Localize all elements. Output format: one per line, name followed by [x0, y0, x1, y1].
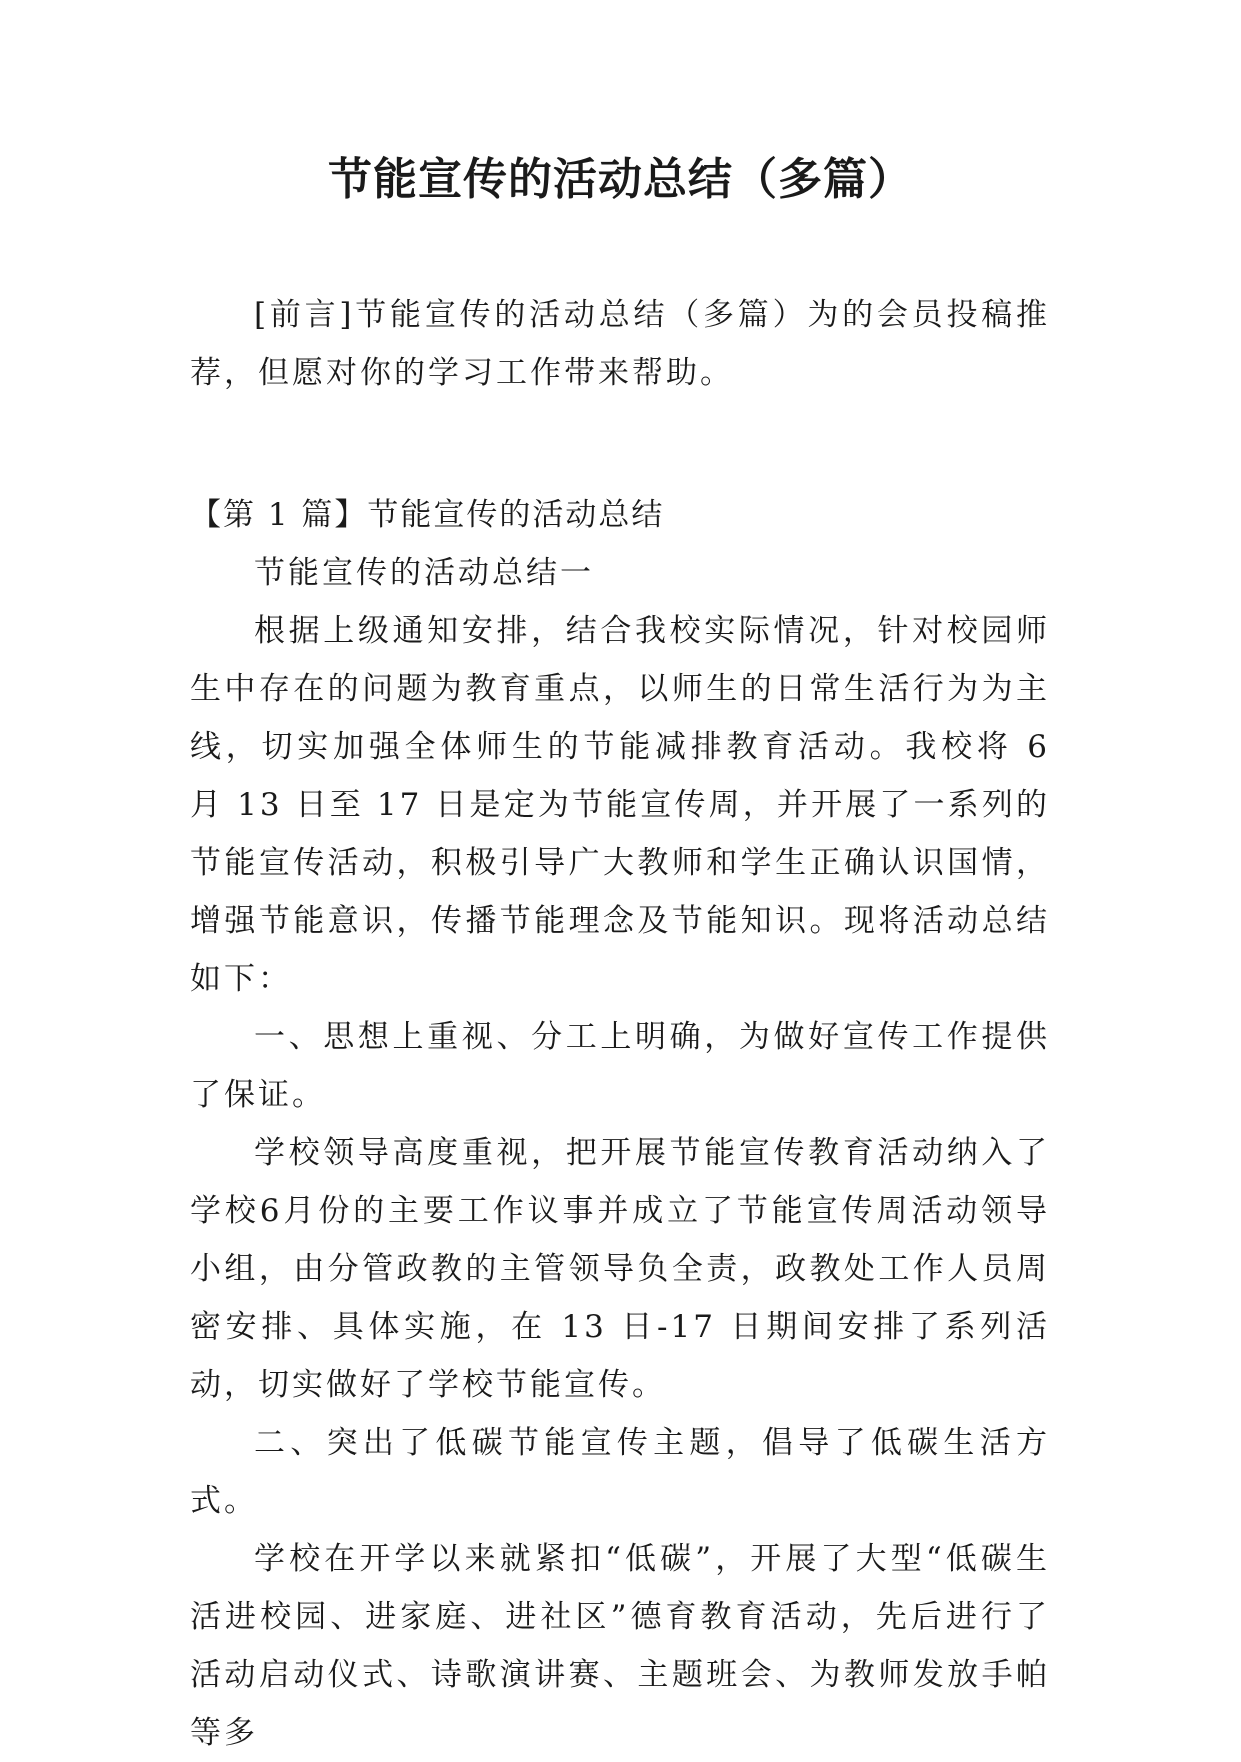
body-paragraph: 根据上级通知安排，结合我校实际情况，针对校园师生中存在的问题为教育重点，以师生的日常生活行为为主线，切实加强全体师生的节能减排教育活动。我校将 6 月 13 日至 17 日是定为节能宣传周，并开展了一系列的节能宣传活动，积极引导广大教师和学生正确认识国情，增强节能意识，传播节能理念及节能知识。现将活动总结如下：: [190, 613, 1050, 997]
body-paragraph: 学校领导高度重视，把开展节能宣传教育活动纳入了学校6月份的主要工作议事并成立了节能宣传周活动领导小组，由分管政教的主管领导负全责，政教处工作人员周密安排、具体实施，在 13 日-17 日期间安排了系列活动，切实做好了学校节能宣传。: [190, 1135, 1050, 1403]
point-heading: 二、突出了低碳节能宣传主题，倡导了低碳生活方式。: [190, 1425, 1050, 1519]
preface-paragraph: [前言]节能宣传的活动总结（多篇）为的会员投稿推荐，但愿对你的学习工作带来帮助。: [190, 297, 1050, 391]
page-title: 节能宣传的活动总结（多篇）: [328, 154, 913, 205]
subtitle-paragraph: 节能宣传的活动总结一: [254, 555, 594, 591]
document-body: [190, 286, 1050, 1762]
section-heading: 【第 1 篇】节能宣传的活动总结: [190, 497, 665, 533]
body-paragraph: 学校在开学以来就紧扣“低碳”，开展了大型“低碳生活进校园、进家庭、进社区”德育教育活动，先后进行了活动启动仪式、诗歌演讲赛、主题班会、为教师发放手帕等多: [190, 1541, 1050, 1751]
point-heading: 一、思想上重视、分工上明确，为做好宣传工作提供了保证。: [190, 1019, 1050, 1113]
